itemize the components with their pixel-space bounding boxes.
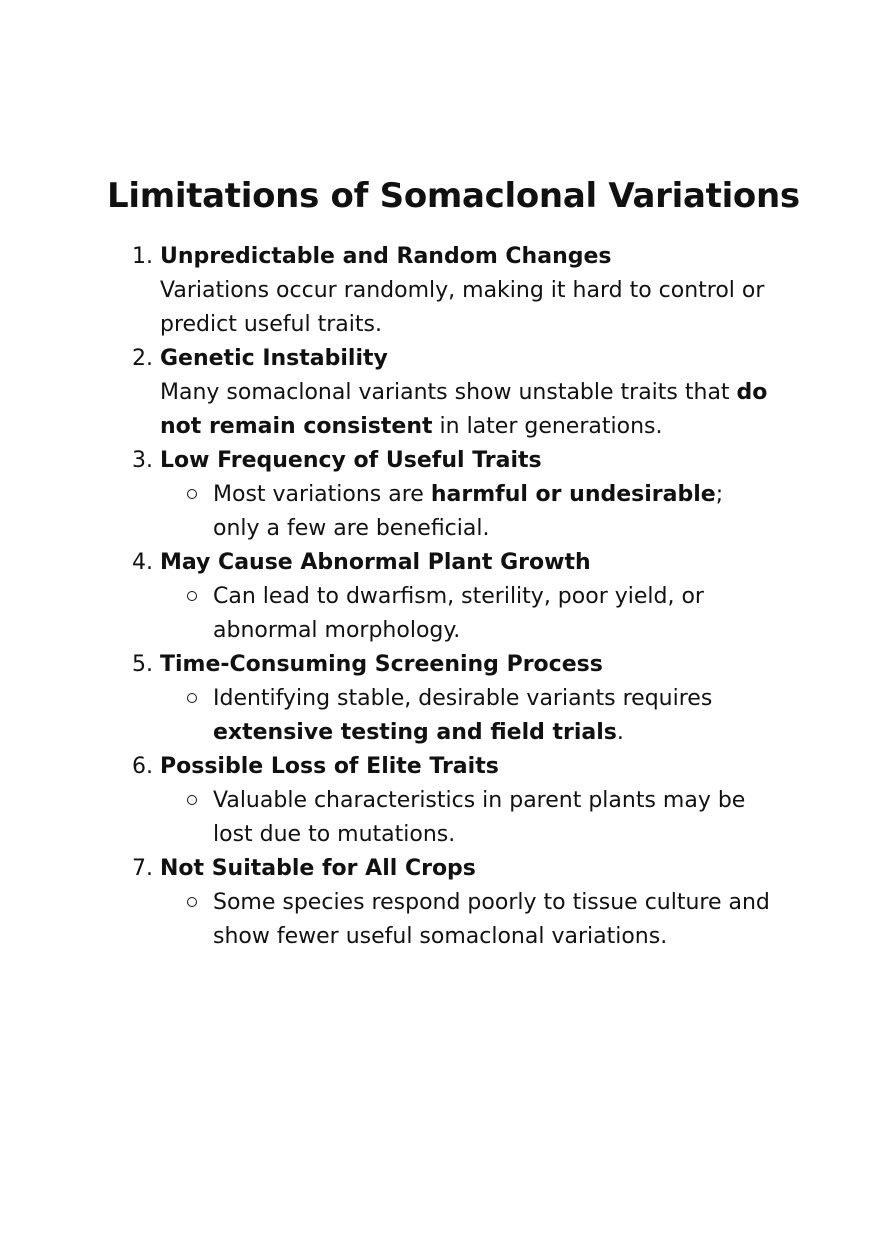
item-number: 7. <box>132 856 153 881</box>
bullet-text-start: Most variations are <box>213 482 431 507</box>
sub-bullet <box>213 886 773 954</box>
bullet-text-emphasis: extensive testing and field trials <box>213 720 617 745</box>
item-number: 3. <box>132 448 153 473</box>
sub-bullet <box>213 580 773 648</box>
item-number: 4. <box>132 550 153 575</box>
list-item <box>0 546 880 648</box>
item-heading: Possible Loss of Elite Traits <box>160 754 499 779</box>
list-item <box>0 852 880 954</box>
bullet-text: Can lead to dwarfism, sterility, poor yield, or abnormal morphology. <box>213 584 704 643</box>
hollow-circle-bullet-icon <box>187 591 197 601</box>
item-number: 2. <box>132 346 153 371</box>
item-number: 1. <box>132 244 153 269</box>
hollow-circle-bullet-icon <box>187 693 197 703</box>
item-text: Variations occur randomly, making it hard to control or predict useful traits. <box>160 278 765 337</box>
item-number: 5. <box>132 652 153 677</box>
list-item <box>0 648 880 750</box>
hollow-circle-bullet-icon <box>187 489 197 499</box>
bullet-text: Some species respond poorly to tissue culture and show fewer useful somaclonal variations. <box>213 890 770 949</box>
item-heading: Time-Consuming Screening Process <box>160 652 603 677</box>
bullet-text-end: ; only a few are beneficial. <box>213 482 724 541</box>
sub-bullet <box>213 784 773 852</box>
bullet-text-start: Identifying stable, desirable variants requires <box>213 686 713 711</box>
sub-bullet <box>213 478 773 546</box>
list-item <box>0 240 880 342</box>
item-text-start: Many somaclonal variants show unstable traits that <box>160 380 737 405</box>
bullet-text-emphasis: harmful or undesirable <box>430 482 716 507</box>
bullet-text: Valuable characteristics in parent plants may be lost due to mutations. <box>213 788 746 847</box>
item-number: 6. <box>132 754 153 779</box>
item-text-emphasis: do not remain consistent <box>160 380 768 439</box>
item-heading: May Cause Abnormal Plant Growth <box>160 550 591 575</box>
hollow-circle-bullet-icon <box>187 795 197 805</box>
page-title: Limitations of Somaclonal Variations <box>107 176 800 216</box>
hollow-circle-bullet-icon <box>187 897 197 907</box>
item-heading: Unpredictable and Random Changes <box>160 244 612 269</box>
item-text <box>160 376 770 444</box>
item-heading: Low Frequency of Useful Traits <box>160 448 542 473</box>
item-heading: Not Suitable for All Crops <box>160 856 476 881</box>
list-item <box>0 444 880 546</box>
list-item <box>0 750 880 852</box>
bullet-text-end: . <box>616 720 624 745</box>
limitations-list <box>0 240 880 954</box>
item-text-end: in later generations. <box>432 414 663 439</box>
list-item <box>0 342 880 444</box>
sub-bullet <box>213 682 773 750</box>
item-heading: Genetic Instability <box>160 346 388 371</box>
